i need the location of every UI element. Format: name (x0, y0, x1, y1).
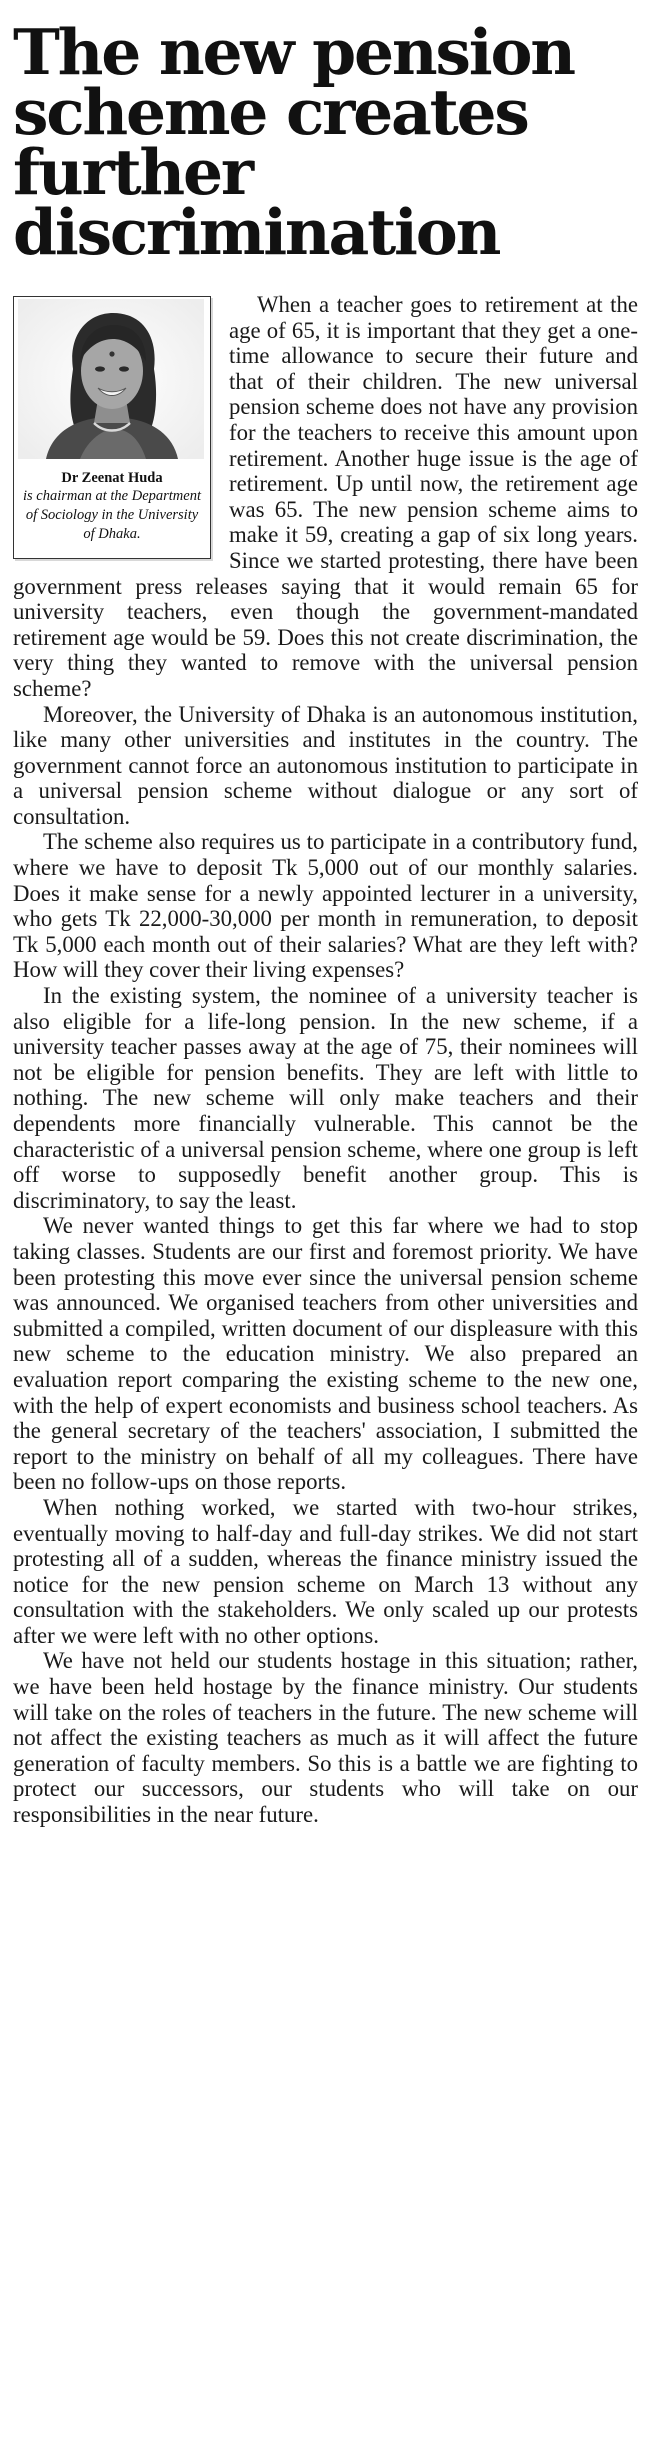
paragraph: We never wanted things to get this far where we had to stop taking classes. Students are our first and foremost priority. We have been protesting this move ever since the universal pension scheme was announced. We organised teachers from other universities and submitted a compiled, written document of our displeasure with this new scheme to the education ministry. We also prepared an evaluation report comparing the existing scheme to the new one, with the help of expert economists and business school teachers. As the general secretary of the teachers' association, I submitted the report to the ministry on behalf of all my colleagues. There have been no follow-ups on those reports. (13, 1213, 638, 1495)
paragraph: In the existing system, the nominee of a university teacher is also eligible for a life-long pension. In the new scheme, if a university teacher passes away at the age of 75, their nominees will not be eligible for pension benefits. They are left with little to nothing. The new scheme will only make teachers and their dependents more financially vulnerable. This cannot be the characteristic of a universal pension scheme, where one group is left off worse to supposedly benefit another group. This is discriminatory, to say the least. (13, 983, 638, 1213)
paragraph: When a teacher goes to retirement at the age of 65, it is important that they get a one-time allowance to secure their future and that of their children. The new universal pension scheme does not have any provision for the teachers to receive this amount upon retirement. Another huge issue is the age of retirement. Up until now, the retirement age was 65. The new pension scheme aims to make it 59, creating a gap of six long years. Since we started protesting, there have been government press releases saying that it would remain 65 for university teachers, even though the government-mandated retirement age would be 59. Does this not create discrimination, the very thing they wanted to remove with the universal pension scheme? (13, 292, 638, 701)
author-description: is chairman at the Department of Sociology in the University of Dhaka. (22, 488, 201, 542)
paragraph: The scheme also requires us to participate in a contributory fund, where we have to deposit Tk 5,000 out of our monthly salaries. Does it make sense for a newly appointed lecturer in a university, who gets Tk 22,000-30,000 per month in remuneration, to deposit Tk 5,000 each month out of their salaries? What are they left with? How will they cover their living expenses? (13, 829, 638, 983)
author-portrait (18, 299, 204, 459)
article-body (13, 292, 638, 1828)
paragraph: Moreover, the University of Dhaka is an autonomous institution, like many other universities and institutes in the country. The government cannot force an autonomous institution to participate in a universal pension scheme without dialogue or any sort of consultation. (13, 701, 638, 829)
author-name: Dr Zeenat Huda (61, 470, 163, 486)
paragraph: We have not held our students hostage in this situation; rather, we have been held hostage by the finance ministry. Our students will take on the roles of teachers in the future. The new scheme will not affect the existing teachers as much as it will affect the future generation of faculty members. So this is a battle we are fighting to protect our successors, our students who will take on our responsibilities in the near future. (13, 1648, 638, 1828)
headline: The new pension scheme creates further discrimination (13, 15, 574, 269)
paragraph: When nothing worked, we started with two-hour strikes, eventually moving to half-day and full-day strikes. We did not start protesting all of a sudden, whereas the finance ministry issued the notice for the new pension scheme on March 13 without any consultation with the stakeholders. We only scaled up our protests after we were left with no other options. (13, 1494, 638, 1648)
author-box (13, 296, 211, 559)
